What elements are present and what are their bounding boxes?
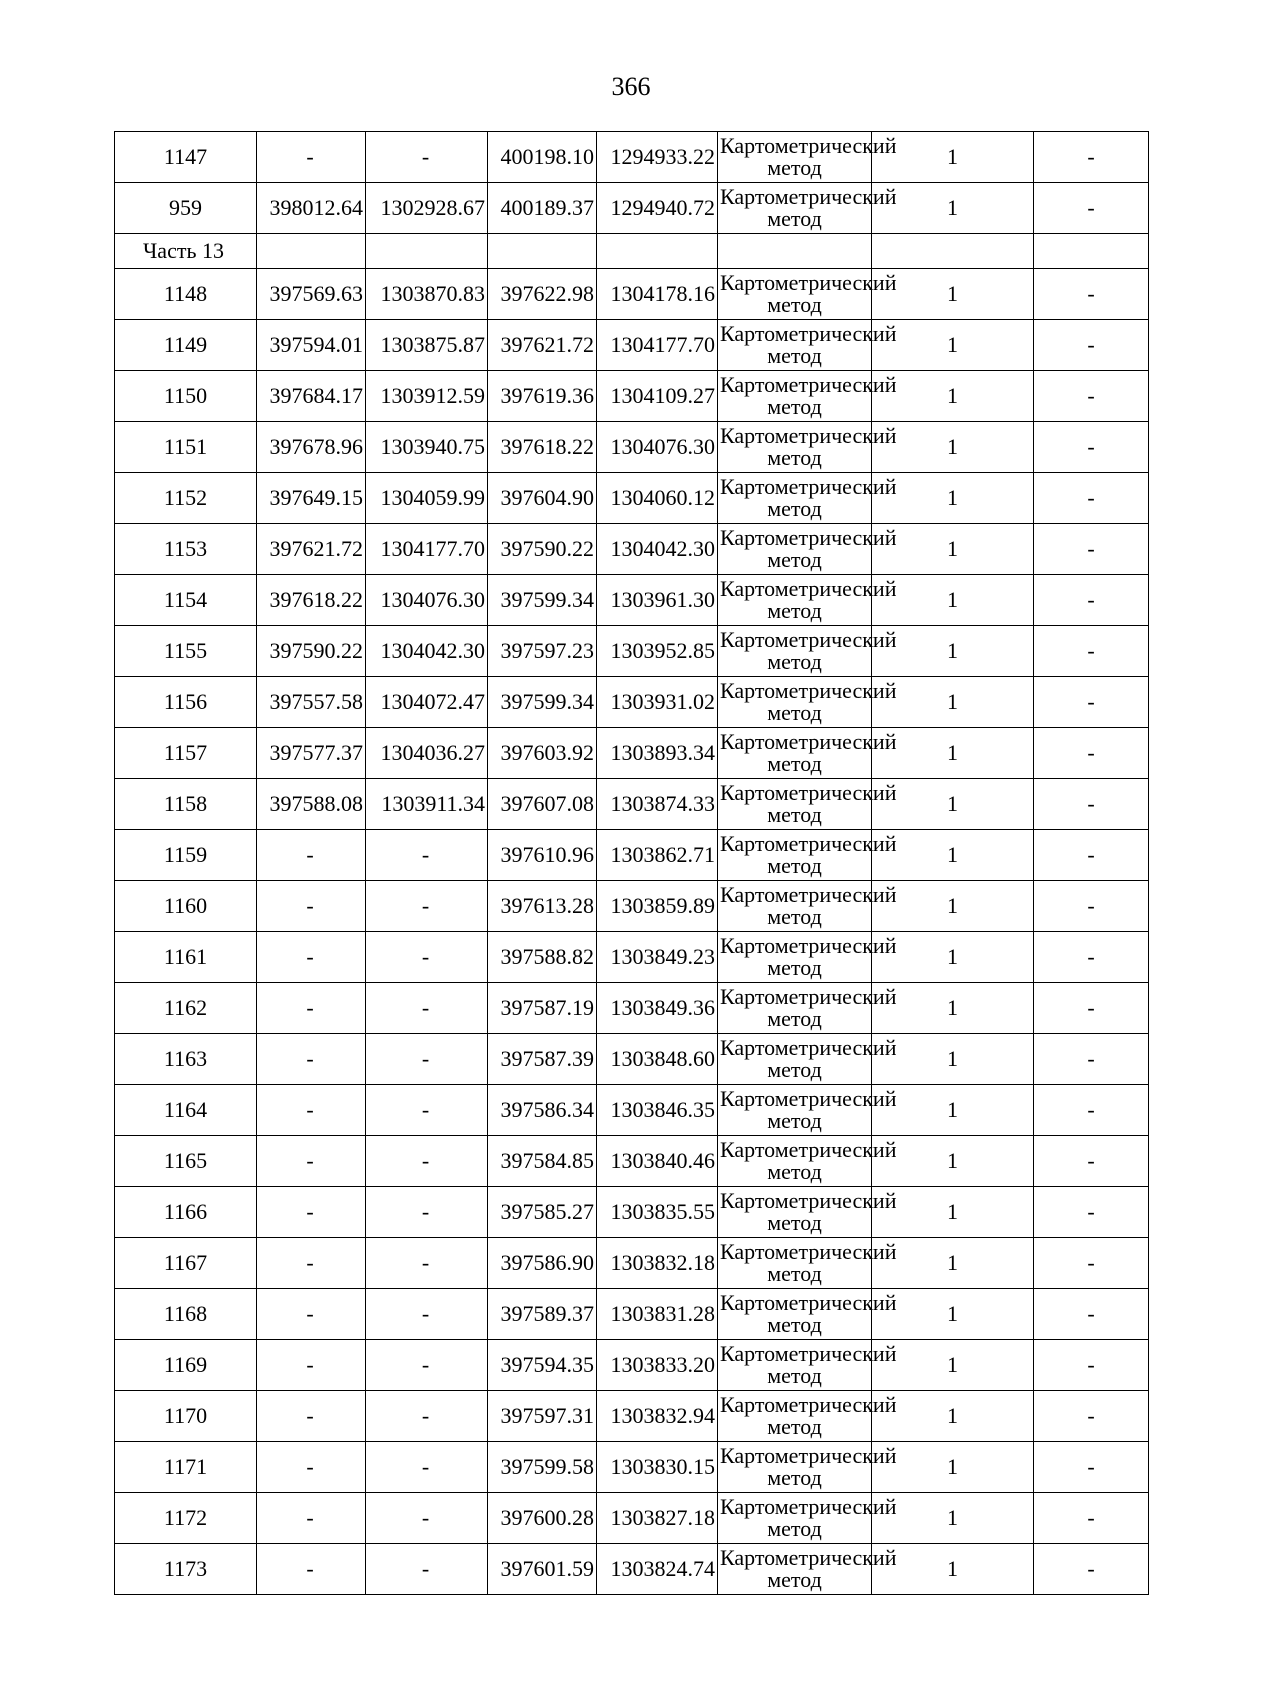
method-cell: Картометрический метод — [718, 1085, 872, 1136]
accuracy-cell: 1 — [872, 132, 1034, 183]
point-id-cell: 1150 — [115, 371, 257, 422]
table-row — [115, 1493, 1149, 1544]
point-id-cell: 1163 — [115, 1034, 257, 1085]
table-row — [115, 1136, 1149, 1187]
table-row — [115, 1085, 1149, 1136]
table-row — [115, 1238, 1149, 1289]
x-new-cell: 397587.39 — [488, 1034, 597, 1085]
section-row — [115, 234, 1149, 269]
note-cell: - — [1034, 1289, 1149, 1340]
point-id-cell: 1152 — [115, 473, 257, 524]
table-row — [115, 575, 1149, 626]
x-new-cell: 397600.28 — [488, 1493, 597, 1544]
note-cell: - — [1034, 132, 1149, 183]
x-old-cell: - — [257, 1442, 366, 1493]
y-new-cell: 1303831.28 — [597, 1289, 718, 1340]
point-id-cell: 1159 — [115, 830, 257, 881]
accuracy-cell: 1 — [872, 320, 1034, 371]
y-old-cell: - — [366, 1340, 488, 1391]
y-old-cell: - — [366, 830, 488, 881]
table-row — [115, 983, 1149, 1034]
x-old-cell: 397649.15 — [257, 473, 366, 524]
accuracy-cell: 1 — [872, 677, 1034, 728]
x-new-cell: 397588.82 — [488, 932, 597, 983]
y-new-cell: 1304177.70 — [597, 320, 718, 371]
point-id-cell: 1164 — [115, 1085, 257, 1136]
note-cell: - — [1034, 1391, 1149, 1442]
y-old-cell: - — [366, 1493, 488, 1544]
section-label: Часть 13 — [115, 234, 257, 269]
method-cell: Картометрический метод — [718, 132, 872, 183]
x-old-cell: 398012.64 — [257, 183, 366, 234]
note-cell: - — [1034, 1493, 1149, 1544]
empty-cell — [366, 234, 488, 269]
table-row — [115, 728, 1149, 779]
accuracy-cell: 1 — [872, 371, 1034, 422]
accuracy-cell: 1 — [872, 1085, 1034, 1136]
x-old-cell: - — [257, 1034, 366, 1085]
y-new-cell: 1303931.02 — [597, 677, 718, 728]
accuracy-cell: 1 — [872, 728, 1034, 779]
accuracy-cell: 1 — [872, 830, 1034, 881]
method-cell: Картометрический метод — [718, 1340, 872, 1391]
table-row — [115, 1442, 1149, 1493]
x-new-cell: 397586.90 — [488, 1238, 597, 1289]
x-new-cell: 397621.72 — [488, 320, 597, 371]
note-cell: - — [1034, 677, 1149, 728]
method-cell: Картометрический метод — [718, 779, 872, 830]
point-id-cell: 1156 — [115, 677, 257, 728]
method-cell: Картометрический метод — [718, 1391, 872, 1442]
note-cell: - — [1034, 575, 1149, 626]
table-row — [115, 932, 1149, 983]
note-cell: - — [1034, 183, 1149, 234]
point-id-cell: 1153 — [115, 524, 257, 575]
y-old-cell: - — [366, 983, 488, 1034]
method-cell: Картометрический метод — [718, 1289, 872, 1340]
accuracy-cell: 1 — [872, 983, 1034, 1034]
x-old-cell: - — [257, 1493, 366, 1544]
point-id-cell: 1169 — [115, 1340, 257, 1391]
table-row — [115, 1391, 1149, 1442]
method-cell: Картометрический метод — [718, 473, 872, 524]
x-new-cell: 397622.98 — [488, 269, 597, 320]
y-new-cell: 1303952.85 — [597, 626, 718, 677]
accuracy-cell: 1 — [872, 1442, 1034, 1493]
accuracy-cell: 1 — [872, 1238, 1034, 1289]
table-row — [115, 371, 1149, 422]
method-cell: Картометрический метод — [718, 422, 872, 473]
method-cell: Картометрический метод — [718, 626, 872, 677]
y-new-cell: 1294933.22 — [597, 132, 718, 183]
point-id-cell: 1157 — [115, 728, 257, 779]
x-new-cell: 397597.31 — [488, 1391, 597, 1442]
note-cell: - — [1034, 1034, 1149, 1085]
point-id-cell: 959 — [115, 183, 257, 234]
y-new-cell: 1303849.23 — [597, 932, 718, 983]
x-new-cell: 397599.34 — [488, 677, 597, 728]
table-row — [115, 1544, 1149, 1595]
accuracy-cell: 1 — [872, 1391, 1034, 1442]
method-cell: Картометрический метод — [718, 575, 872, 626]
accuracy-cell: 1 — [872, 932, 1034, 983]
x-old-cell: 397621.72 — [257, 524, 366, 575]
y-new-cell: 1303846.35 — [597, 1085, 718, 1136]
coordinates-table — [114, 131, 1149, 1595]
x-new-cell: 397610.96 — [488, 830, 597, 881]
y-new-cell: 1304178.16 — [597, 269, 718, 320]
note-cell: - — [1034, 881, 1149, 932]
y-old-cell: 1304036.27 — [366, 728, 488, 779]
y-old-cell: - — [366, 881, 488, 932]
y-old-cell: - — [366, 1034, 488, 1085]
y-old-cell: 1304177.70 — [366, 524, 488, 575]
y-old-cell: - — [366, 1289, 488, 1340]
table-row — [115, 881, 1149, 932]
x-old-cell: 397588.08 — [257, 779, 366, 830]
note-cell: - — [1034, 524, 1149, 575]
y-old-cell: - — [366, 932, 488, 983]
y-old-cell: - — [366, 1544, 488, 1595]
y-old-cell: - — [366, 1136, 488, 1187]
accuracy-cell: 1 — [872, 1187, 1034, 1238]
method-cell: Картометрический метод — [718, 183, 872, 234]
x-new-cell: 397603.92 — [488, 728, 597, 779]
point-id-cell: 1151 — [115, 422, 257, 473]
point-id-cell: 1170 — [115, 1391, 257, 1442]
point-id-cell: 1147 — [115, 132, 257, 183]
note-cell: - — [1034, 1544, 1149, 1595]
point-id-cell: 1160 — [115, 881, 257, 932]
table-row — [115, 269, 1149, 320]
point-id-cell: 1168 — [115, 1289, 257, 1340]
table-row — [115, 626, 1149, 677]
point-id-cell: 1148 — [115, 269, 257, 320]
method-cell: Картометрический метод — [718, 1442, 872, 1493]
x-new-cell: 397619.36 — [488, 371, 597, 422]
table-row — [115, 183, 1149, 234]
table-row — [115, 779, 1149, 830]
y-new-cell: 1303859.89 — [597, 881, 718, 932]
y-new-cell: 1303849.36 — [597, 983, 718, 1034]
y-old-cell: 1304059.99 — [366, 473, 488, 524]
x-new-cell: 397594.35 — [488, 1340, 597, 1391]
accuracy-cell: 1 — [872, 1544, 1034, 1595]
y-old-cell: 1304072.47 — [366, 677, 488, 728]
table-body — [115, 132, 1149, 1595]
y-new-cell: 1303893.34 — [597, 728, 718, 779]
accuracy-cell: 1 — [872, 1136, 1034, 1187]
x-new-cell: 397587.19 — [488, 983, 597, 1034]
accuracy-cell: 1 — [872, 1340, 1034, 1391]
x-new-cell: 397589.37 — [488, 1289, 597, 1340]
x-old-cell: - — [257, 1238, 366, 1289]
table-row — [115, 132, 1149, 183]
accuracy-cell: 1 — [872, 1493, 1034, 1544]
y-new-cell: 1294940.72 — [597, 183, 718, 234]
x-new-cell: 397607.08 — [488, 779, 597, 830]
y-new-cell: 1303862.71 — [597, 830, 718, 881]
point-id-cell: 1149 — [115, 320, 257, 371]
y-new-cell: 1304042.30 — [597, 524, 718, 575]
method-cell: Картометрический метод — [718, 728, 872, 779]
method-cell: Картометрический метод — [718, 1493, 872, 1544]
x-old-cell: 397590.22 — [257, 626, 366, 677]
y-new-cell: 1303848.60 — [597, 1034, 718, 1085]
method-cell: Картометрический метод — [718, 269, 872, 320]
table-row — [115, 1034, 1149, 1085]
method-cell: Картометрический метод — [718, 320, 872, 371]
accuracy-cell: 1 — [872, 1034, 1034, 1085]
x-old-cell: 397577.37 — [257, 728, 366, 779]
y-new-cell: 1303830.15 — [597, 1442, 718, 1493]
table-row — [115, 320, 1149, 371]
empty-cell — [597, 234, 718, 269]
y-new-cell: 1303833.20 — [597, 1340, 718, 1391]
table-row — [115, 677, 1149, 728]
method-cell: Картометрический метод — [718, 1187, 872, 1238]
accuracy-cell: 1 — [872, 575, 1034, 626]
x-old-cell: 397569.63 — [257, 269, 366, 320]
y-old-cell: - — [366, 1442, 488, 1493]
point-id-cell: 1172 — [115, 1493, 257, 1544]
table-row — [115, 422, 1149, 473]
note-cell: - — [1034, 422, 1149, 473]
y-new-cell: 1304060.12 — [597, 473, 718, 524]
y-new-cell: 1303840.46 — [597, 1136, 718, 1187]
method-cell: Картометрический метод — [718, 1544, 872, 1595]
accuracy-cell: 1 — [872, 183, 1034, 234]
point-id-cell: 1155 — [115, 626, 257, 677]
note-cell: - — [1034, 1238, 1149, 1289]
table-row — [115, 1187, 1149, 1238]
y-old-cell: 1302928.67 — [366, 183, 488, 234]
x-old-cell: - — [257, 132, 366, 183]
x-old-cell: - — [257, 1544, 366, 1595]
x-old-cell: 397557.58 — [257, 677, 366, 728]
method-cell: Картометрический метод — [718, 524, 872, 575]
x-old-cell: - — [257, 1085, 366, 1136]
point-id-cell: 1161 — [115, 932, 257, 983]
note-cell: - — [1034, 779, 1149, 830]
y-old-cell: 1304042.30 — [366, 626, 488, 677]
point-id-cell: 1154 — [115, 575, 257, 626]
note-cell: - — [1034, 626, 1149, 677]
y-old-cell: - — [366, 1085, 488, 1136]
note-cell: - — [1034, 830, 1149, 881]
note-cell: - — [1034, 1340, 1149, 1391]
y-new-cell: 1303961.30 — [597, 575, 718, 626]
note-cell: - — [1034, 728, 1149, 779]
method-cell: Картометрический метод — [718, 1034, 872, 1085]
x-old-cell: - — [257, 1340, 366, 1391]
note-cell: - — [1034, 269, 1149, 320]
x-new-cell: 397585.27 — [488, 1187, 597, 1238]
method-cell: Картометрический метод — [718, 932, 872, 983]
point-id-cell: 1158 — [115, 779, 257, 830]
x-old-cell: - — [257, 1136, 366, 1187]
accuracy-cell: 1 — [872, 473, 1034, 524]
method-cell: Картометрический метод — [718, 1238, 872, 1289]
x-new-cell: 400189.37 — [488, 183, 597, 234]
x-new-cell: 397618.22 — [488, 422, 597, 473]
x-old-cell: - — [257, 1289, 366, 1340]
x-old-cell: 397678.96 — [257, 422, 366, 473]
accuracy-cell: 1 — [872, 1289, 1034, 1340]
x-new-cell: 397601.59 — [488, 1544, 597, 1595]
accuracy-cell: 1 — [872, 524, 1034, 575]
accuracy-cell: 1 — [872, 269, 1034, 320]
page-number: 366 — [611, 72, 651, 101]
y-old-cell: 1304076.30 — [366, 575, 488, 626]
accuracy-cell: 1 — [872, 626, 1034, 677]
table-row — [115, 1289, 1149, 1340]
table-row — [115, 1340, 1149, 1391]
y-new-cell: 1303832.94 — [597, 1391, 718, 1442]
x-new-cell: 397590.22 — [488, 524, 597, 575]
x-new-cell: 397599.34 — [488, 575, 597, 626]
x-old-cell: - — [257, 830, 366, 881]
x-new-cell: 397604.90 — [488, 473, 597, 524]
y-old-cell: - — [366, 1187, 488, 1238]
y-new-cell: 1303835.55 — [597, 1187, 718, 1238]
note-cell: - — [1034, 932, 1149, 983]
x-old-cell: 397594.01 — [257, 320, 366, 371]
method-cell: Картометрический метод — [718, 677, 872, 728]
point-id-cell: 1173 — [115, 1544, 257, 1595]
point-id-cell: 1171 — [115, 1442, 257, 1493]
point-id-cell: 1165 — [115, 1136, 257, 1187]
y-old-cell: 1303911.34 — [366, 779, 488, 830]
table-row — [115, 524, 1149, 575]
note-cell: - — [1034, 1085, 1149, 1136]
method-cell: Картометрический метод — [718, 881, 872, 932]
x-new-cell: 397597.23 — [488, 626, 597, 677]
x-old-cell: - — [257, 881, 366, 932]
y-old-cell: 1303875.87 — [366, 320, 488, 371]
x-new-cell: 397613.28 — [488, 881, 597, 932]
x-old-cell: - — [257, 983, 366, 1034]
y-old-cell: 1303870.83 — [366, 269, 488, 320]
y-new-cell: 1304076.30 — [597, 422, 718, 473]
y-old-cell: 1303940.75 — [366, 422, 488, 473]
method-cell: Картометрический метод — [718, 371, 872, 422]
accuracy-cell: 1 — [872, 779, 1034, 830]
x-old-cell: 397618.22 — [257, 575, 366, 626]
note-cell: - — [1034, 1442, 1149, 1493]
empty-cell — [257, 234, 366, 269]
y-new-cell: 1303824.74 — [597, 1544, 718, 1595]
y-old-cell: - — [366, 1391, 488, 1442]
table-row — [115, 830, 1149, 881]
y-new-cell: 1303874.33 — [597, 779, 718, 830]
point-id-cell: 1166 — [115, 1187, 257, 1238]
y-new-cell: 1304109.27 — [597, 371, 718, 422]
empty-cell — [488, 234, 597, 269]
x-new-cell: 397599.58 — [488, 1442, 597, 1493]
x-old-cell: 397684.17 — [257, 371, 366, 422]
x-old-cell: - — [257, 1187, 366, 1238]
accuracy-cell: 1 — [872, 422, 1034, 473]
x-new-cell: 397584.85 — [488, 1136, 597, 1187]
x-old-cell: - — [257, 1391, 366, 1442]
note-cell: - — [1034, 473, 1149, 524]
point-id-cell: 1162 — [115, 983, 257, 1034]
method-cell: Картометрический метод — [718, 1136, 872, 1187]
y-new-cell: 1303832.18 — [597, 1238, 718, 1289]
y-old-cell: 1303912.59 — [366, 371, 488, 422]
y-old-cell: - — [366, 1238, 488, 1289]
x-new-cell: 397586.34 — [488, 1085, 597, 1136]
empty-cell — [718, 234, 872, 269]
empty-cell — [1034, 234, 1149, 269]
table-row — [115, 473, 1149, 524]
empty-cell — [872, 234, 1034, 269]
accuracy-cell: 1 — [872, 881, 1034, 932]
y-old-cell: - — [366, 132, 488, 183]
x-old-cell: - — [257, 932, 366, 983]
note-cell: - — [1034, 320, 1149, 371]
method-cell: Картометрический метод — [718, 830, 872, 881]
note-cell: - — [1034, 1136, 1149, 1187]
note-cell: - — [1034, 371, 1149, 422]
point-id-cell: 1167 — [115, 1238, 257, 1289]
method-cell: Картометрический метод — [718, 983, 872, 1034]
note-cell: - — [1034, 1187, 1149, 1238]
note-cell: - — [1034, 983, 1149, 1034]
y-new-cell: 1303827.18 — [597, 1493, 718, 1544]
x-new-cell: 400198.10 — [488, 132, 597, 183]
